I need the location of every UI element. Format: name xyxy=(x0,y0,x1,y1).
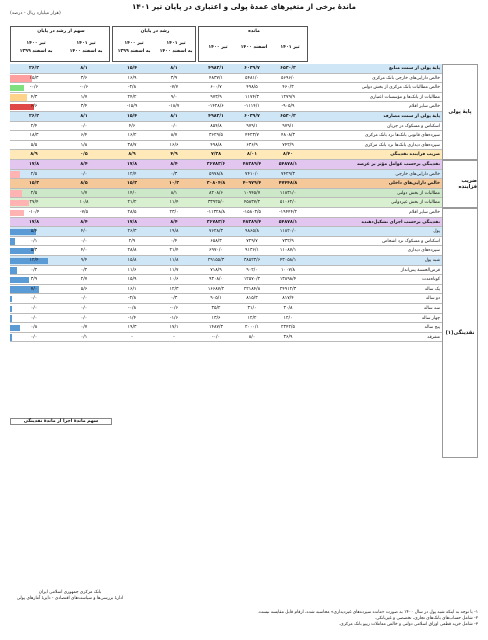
table-cell: ۰/۱ xyxy=(80,334,88,340)
share-title: سهم از رشد در پایان xyxy=(37,29,85,34)
share-col2: تیر ۱۴۰۰ xyxy=(26,41,46,46)
table-cell: ۱۵/۳ xyxy=(28,181,40,187)
table-cell: ۱۱/۴ xyxy=(169,200,179,206)
table-cell: ۲۳/۰ xyxy=(169,210,179,215)
table-cell: -۹۰۵/۹ xyxy=(281,104,295,110)
table-row xyxy=(10,285,478,295)
issuer-dept: ادارهٔ بررسی‌ها و سیاست‌های اقتصادی - دایرهٔ آمارهای پولی xyxy=(16,596,124,601)
table-cell: -۱/۶ xyxy=(169,315,179,321)
table-cell: ۱/۷ xyxy=(80,94,88,100)
stock-col-tir1401: تیر ۱۴۰۱ xyxy=(280,45,300,50)
table-row xyxy=(10,256,478,266)
table-cell: ۱۵/۴ xyxy=(126,66,138,71)
table-cell: ۵/۵ xyxy=(30,142,38,148)
table-cell: ۰/۰ xyxy=(80,315,88,321)
table-cell: ۲/۷ xyxy=(80,277,88,283)
table-cell: ۸/۱ xyxy=(80,114,88,119)
growth-col2b: به اسفند ۱۳۹۹ xyxy=(117,49,151,54)
table-cell: ۸/۴ xyxy=(170,162,178,167)
table-cell: ۲۱/۲ xyxy=(127,200,137,206)
table-cell: ۸۵۴/۸ xyxy=(210,123,222,129)
table-cell: ۱۰/۸ xyxy=(79,200,89,206)
table-cell: ۹۰۲/۰ xyxy=(246,267,258,273)
table-row xyxy=(10,323,478,333)
table-cell: ۹۸۶۵/۸ xyxy=(245,229,259,235)
table-cell: ۱/۷ xyxy=(80,190,88,196)
row-label: پول xyxy=(433,229,440,235)
table-cell: ۶۹۷۰/۰ xyxy=(209,248,223,254)
table-cell: ۱۲۵۷۰/۲ xyxy=(243,277,261,283)
table-cell: ۸/۵ xyxy=(80,181,88,187)
table-cell: ۲۰۰۰/۱ xyxy=(245,325,259,331)
table-cell: -۰/۸ xyxy=(127,306,137,311)
table-cell: ۵۴۸۷۸/۱ xyxy=(278,162,298,167)
table-cell: -۱۵/۹ xyxy=(126,104,138,110)
table-cell: ۳۳۹۲۵/۰ xyxy=(207,200,225,206)
table-cell: ۵/۴ xyxy=(30,229,38,235)
row-label: سپرده‌های دیداری بانک‌ها نزد بانک مرکزی xyxy=(364,142,440,148)
table-cell: ۸/۰۱ xyxy=(246,152,258,158)
table-cell: ۷/۳۸ xyxy=(210,152,222,158)
share-col1: تیر ۱۴۰۱ xyxy=(76,41,96,46)
table-cell: ۲۸/۸ xyxy=(127,248,137,254)
table-cell: ۵۴۸۱/۰ xyxy=(245,75,259,81)
table-cell: -۰/۶ xyxy=(29,85,39,91)
table-cell: ۴/۰ xyxy=(80,229,88,235)
table-row xyxy=(10,131,478,141)
table-cell: ۸/۹ xyxy=(128,152,136,158)
table-cell: ۴۵۸۳۷/۲ xyxy=(243,200,261,206)
table-cell: ۰/۱ xyxy=(30,238,38,244)
table-cell: ۳۸۵۲۳/۶ xyxy=(243,258,261,263)
share-header xyxy=(10,26,110,62)
table-cell: ۱۴/۰ xyxy=(127,190,137,196)
table-row xyxy=(10,237,478,247)
stock-title: مانده xyxy=(248,29,260,34)
table-cell: ۹۷۹/۱ xyxy=(246,123,258,129)
table-cell: ۳۶۷۸۳/۶ xyxy=(206,219,226,225)
table-cell: ۴۷۴۴۸/۸ xyxy=(278,181,298,187)
table-row xyxy=(10,83,478,93)
table-cell: ۱۱۸۲۰/۰ xyxy=(279,229,297,235)
table-cell: ۸/۴ xyxy=(170,219,178,225)
table-cell: ۱۱۷۴/۳ xyxy=(245,94,259,100)
table-cell: ۱۱۸۳۱/۰ xyxy=(279,190,297,196)
table-cell: ۲۴۹۱۲/۳ xyxy=(279,286,297,292)
row-label: خالص مطالبات بانک مرکزی از بخش دولتی xyxy=(361,85,440,91)
table-row xyxy=(10,150,478,160)
table-cell: ۱۱۰۸۷/۱ xyxy=(279,248,297,254)
table-cell: ۴۳۰۵۸/۱ xyxy=(279,258,297,263)
table-cell: ۱۶/۱ xyxy=(127,286,137,292)
table-cell: ۴۹۸۳/۱ xyxy=(208,66,224,71)
table-cell: ۳/۶ xyxy=(80,75,88,81)
row-label: یک ساله xyxy=(424,286,440,292)
table-cell: ۲۸/۵ xyxy=(127,210,137,215)
table-cell: ۰/۰ xyxy=(170,123,178,129)
table-cell: ۴/۶ xyxy=(128,123,136,129)
table-cell: -۱۱۳۲۸/۸ xyxy=(206,210,225,215)
row-label: ضریب فزاینده نقدینگی xyxy=(390,152,440,158)
table-cell: ۱۰۹۴۵/۷ xyxy=(243,190,261,196)
group-multiplier: ضریب فزاینده xyxy=(442,160,478,208)
table-cell: ۳/۹ xyxy=(170,75,178,81)
table-cell: -۷/۷ xyxy=(169,85,179,91)
table-cell: ۱۷/۸ xyxy=(126,219,138,225)
table-cell: ۰/۵ xyxy=(80,152,88,158)
row-label: متفرقه xyxy=(427,334,440,340)
table-cell: ۸/۹ xyxy=(30,152,38,158)
table-cell: ۰/۷ xyxy=(80,325,88,331)
table-cell: ۰/۰ xyxy=(80,171,88,177)
table-cell: ۳۸/۷ xyxy=(127,142,137,148)
table-row xyxy=(10,170,478,180)
table-cell: ۱۴۸۷/۳ xyxy=(209,325,223,331)
table-cell: ۱۷/۸ xyxy=(126,162,138,167)
table-cell: ۰/۲ xyxy=(30,267,38,273)
stock-col-tir1400: تیر ۱۴۰۰ xyxy=(208,45,228,50)
table-cell: ۱۵/۳ xyxy=(126,181,138,187)
table-row xyxy=(10,141,478,151)
row-label: سپرده‌های دیداری xyxy=(407,248,440,254)
table-cell: ۰/۰ xyxy=(80,238,88,244)
table-cell: ۷۶۲۸/۳ xyxy=(209,229,223,235)
table-cell: ۰/۸ xyxy=(30,325,38,331)
table-row xyxy=(10,314,478,324)
table-cell: ۱۲/۴ xyxy=(29,258,39,263)
growth-header xyxy=(112,26,196,62)
footnotes xyxy=(18,610,478,628)
row-label: خالص دارایی‌های خارجی بانک مرکزی xyxy=(372,75,440,81)
table-cell: ۱۳۸۹۸/۴ xyxy=(279,277,297,283)
table-cell: - xyxy=(131,334,133,340)
row-label: پایهٔ پولی از سمت منابع xyxy=(389,66,440,71)
table-cell: ۴۸۰۸/۳ xyxy=(281,133,295,139)
table-cell: ۵/۳ xyxy=(30,248,38,254)
table-cell: ۳۶/۹ xyxy=(283,334,293,340)
table-cell: ۸/۱ xyxy=(80,66,88,71)
table-cell: ۱۵/۳ xyxy=(29,75,39,81)
table-cell: -۲/۸ xyxy=(127,296,137,302)
table-cell: ۶/۴ xyxy=(80,133,88,139)
table-row xyxy=(10,275,478,285)
row-label: خالص سایر اقلام xyxy=(409,210,440,215)
table-cell: ۷۳۲/۹ xyxy=(282,238,294,244)
table-cell: ۸/۱ xyxy=(170,114,178,119)
table-cell: ۴۹۸/۸ xyxy=(210,142,222,148)
group-base-money: پایهٔ پولی xyxy=(442,64,478,160)
table-row xyxy=(10,160,478,170)
stock-col-esfand1400: اسفند ۱۴۰۰ xyxy=(240,45,268,50)
row-label: مطالبات از بخش غیردولتی xyxy=(390,200,440,206)
table-cell: ۱۲/۲ xyxy=(247,315,257,321)
table-cell: -۲/۸ xyxy=(127,85,137,91)
table-cell: ۴۸۳۸۹/۴ xyxy=(242,162,262,167)
table-cell: ۹/۴ xyxy=(80,258,88,263)
table-cell: ۷/۰ xyxy=(30,286,38,292)
table-cell: ۱۹/۸ xyxy=(169,229,179,235)
table-cell: -۱۸/۷ xyxy=(168,104,180,110)
report-title: ماندهٔ برخی از متغیرهای عمدهٔ پولی و اعتباری در پایان تیر ۱۴۰۱ xyxy=(132,2,356,11)
table-row xyxy=(10,304,478,314)
table-row xyxy=(10,64,478,74)
table-cell: ۲۶/۲ xyxy=(28,114,40,119)
row-label: پایهٔ پولی از سمت مصارف xyxy=(383,114,440,119)
table-row xyxy=(10,266,478,276)
table-cell: ۸/۴۰ xyxy=(282,152,294,158)
table-cell: ۳۰۸۰۴/۸ xyxy=(206,181,226,187)
table-cell: ۱۱/۸ xyxy=(169,258,179,263)
table-cell: ۲۶/۲ xyxy=(28,66,40,71)
table-cell: ۷۴۲۹/۳ xyxy=(281,171,295,177)
table-cell: ۵۶۹۶/۰ xyxy=(281,75,295,81)
table-cell: -۱۴۲۸/۶ xyxy=(208,104,224,110)
table-row xyxy=(10,74,478,84)
table-cell: ۰/۰ xyxy=(30,306,38,311)
table-cell: ۴۸۳۷/۱ xyxy=(209,75,223,81)
table-cell: ۱۵/۸ xyxy=(127,258,137,263)
table-cell: ۲۴/۲ xyxy=(127,94,137,100)
table-cell: ۱۲/۴ xyxy=(127,171,137,177)
table-cell: ۲۶/۳ xyxy=(127,229,137,235)
table-cell: ۱۶/۹ xyxy=(127,75,137,81)
table-cell: - xyxy=(173,334,175,340)
table-cell: -۱۵۸۰۳/۵ xyxy=(242,210,261,215)
table-cell: ۸/۴ xyxy=(80,162,88,167)
table-cell: ۱۷/۸ xyxy=(28,219,40,225)
growth-col2: تیر ۱۴۰۰ xyxy=(124,41,144,46)
table-cell: ۷۱۸/۹ xyxy=(210,267,222,273)
table-cell: ۷۴۱۰/۰ xyxy=(245,171,259,177)
row-label: اسکناس و مسکوک نزد اشخاص xyxy=(382,238,440,244)
table-cell: ۹۳۰۸/۰ xyxy=(209,277,223,283)
row-label: نقدینگی برحسب عوامل مؤثر بر عرضه xyxy=(357,162,440,167)
table-cell: ۳۱/۰ xyxy=(247,306,257,311)
table-cell: ۶۰۳۹/۷ xyxy=(244,114,260,119)
table-cell: ۴۹۸/۵ xyxy=(246,85,258,91)
table-cell: ۵۱۰۶۲/۰ xyxy=(279,200,297,206)
table-cell: ۰/۳ xyxy=(170,296,178,302)
table-cell: ۱۸/۳ xyxy=(29,133,39,139)
table-cell: ۰/۰ xyxy=(80,296,88,302)
row-label: خالص سایر اقلام xyxy=(409,104,440,110)
table-cell: ۵۴۸۷۸/۱ xyxy=(278,219,298,225)
table-row xyxy=(10,93,478,103)
table-cell: ۲۷/۴ xyxy=(29,200,39,206)
table-row xyxy=(10,294,478,304)
table-cell: ۳/۴ xyxy=(80,104,88,110)
table-cell: ۹۰۵/۱ xyxy=(210,296,222,302)
table-cell: ۲/۵ xyxy=(30,190,38,196)
table-cell: ۱۲/۳ xyxy=(169,286,179,292)
table-cell: ۱/۸ xyxy=(80,142,88,148)
table-row xyxy=(10,208,478,218)
table-cell: ۲۹۱۵۵/۳ xyxy=(207,258,225,263)
table-cell: ۱۹/۳ xyxy=(127,325,137,331)
growth-col1: تیر ۱۴۰۱ xyxy=(166,41,186,46)
issuer-block xyxy=(10,590,130,602)
row-label: اسکناس و مسکوک در جریان xyxy=(387,123,440,129)
table-cell: ۲/۵ xyxy=(30,171,38,177)
footnote: ۱- با توجه به اینکه شبه پول در سال ۱۴۰۰ به صورت «مانده سپرده‌های غیردیداری» محاسبه شده، ارقام قابل مقایسه نیست. xyxy=(257,610,478,615)
unit-note: (هزار میلیارد ریال - درصد) xyxy=(10,11,61,16)
table-cell: ۱۰/۳ xyxy=(168,181,180,187)
table-cell: ۷۴۲/۹ xyxy=(282,142,294,148)
row-label: خالص دارایی‌های خارجی xyxy=(395,171,440,177)
issuer-bank: بانک مرکزی جمهوری اسلامی ایران xyxy=(38,590,102,595)
table-cell: ۸۱۵/۳ xyxy=(246,296,258,302)
table-row xyxy=(10,227,478,237)
table-cell: ۴۶۰/۳ xyxy=(282,85,294,91)
table-cell: ۹/۰ xyxy=(170,94,178,100)
row-label: سپرده‌های قانونی بانک‌ها نزد بانک مرکزی xyxy=(365,133,440,139)
table-cell: ۵/۶ xyxy=(80,286,88,292)
table-cell: ۱۱/۷ xyxy=(169,267,179,273)
table-cell: ۳۵/۲ xyxy=(211,306,221,311)
footnote: ۲- شامل حساب‌های بانک‌های تجاری، تخصصی و غیربانکی. xyxy=(374,616,478,621)
table-cell: ۸/۱ xyxy=(170,190,178,196)
table-cell: ۲۳۴۲/۵ xyxy=(281,325,295,331)
table-cell: ۱۳/۶ xyxy=(211,315,221,321)
table-cell: ۹۷۳/۹ xyxy=(210,94,222,100)
table-cell: ۴/۹ xyxy=(170,152,178,158)
table-cell: ۴۸۳۸۹/۴ xyxy=(242,219,262,225)
table-cell: -۱۹۴۴۴/۲ xyxy=(278,210,297,215)
table-row xyxy=(10,122,478,132)
row-label: مطالبات از بانک‌ها و مؤسسات اعتباری xyxy=(369,94,440,100)
table-cell: ۱۰۰۷/۸ xyxy=(281,267,295,273)
row-label: دو ساله xyxy=(425,296,440,302)
group-liquidity: نقدینگی(۱) xyxy=(442,208,478,458)
table-cell: ۰/۳ xyxy=(170,171,178,177)
share-of-liquidity-header: سهم ماندهٔ اجزا از ماندهٔ نقدینگی xyxy=(10,418,112,425)
table-cell: -۰/۶ xyxy=(79,85,89,91)
table-cell: ۱۲/۰ xyxy=(283,315,293,321)
table-row xyxy=(10,333,478,343)
table-cell: ۴۰۹۷۹/۴ xyxy=(242,181,262,187)
row-label: پنج ساله xyxy=(424,325,440,331)
row-label: سه ساله xyxy=(423,306,440,311)
table-row xyxy=(10,112,478,122)
table-cell: ۴۹۸۳/۱ xyxy=(208,114,224,119)
growth-col1b: به اسفند ۱۴۰۰ xyxy=(159,49,193,54)
table-cell: ۲/۴ xyxy=(30,123,38,129)
table-cell: ۰/۴ xyxy=(170,238,178,244)
table-cell: ۱۶/۶ xyxy=(169,142,179,148)
row-label: کوتاه‌مدت xyxy=(421,277,440,283)
table-cell: ۹۱۳۶/۱ xyxy=(245,248,259,254)
table-row xyxy=(10,179,478,189)
table-cell: ۳۶۷۸۳/۶ xyxy=(206,162,226,167)
table-row xyxy=(10,189,478,199)
table-cell: ۱۵/۴ xyxy=(126,114,138,119)
table-cell: ۱۲۷۹/۹ xyxy=(281,94,295,100)
table-cell: ۱۱/۶ xyxy=(127,267,137,273)
table-cell: ۳۶۲۹/۵ xyxy=(209,133,223,139)
table-cell: -۷/۵ xyxy=(79,210,89,215)
table-cell: ۰/۰ xyxy=(80,306,88,311)
table-cell: ۱۰/۶ xyxy=(169,277,179,283)
table-cell: ۶۵۳۰/۳ xyxy=(280,66,296,71)
table-cell: ۱۷/۱ xyxy=(169,325,179,331)
row-label: شبه پول xyxy=(424,258,440,263)
table-cell: -۱/۴ xyxy=(127,315,137,321)
table-row xyxy=(10,198,478,208)
share-col2b: به اسفند ۱۳۹۹ xyxy=(19,49,53,54)
growth-title: رشد در پایان xyxy=(140,29,170,34)
table-cell: ۴/۳ xyxy=(30,94,38,100)
table-cell: -۱۰/۴ xyxy=(28,210,40,215)
table-cell: ۸/۴ xyxy=(80,219,88,225)
table-cell: ۸/۱ xyxy=(170,66,178,71)
table-cell: ۱۶۶۸۷/۲ xyxy=(207,286,225,292)
share-col1b: به اسفند ۱۴۰۰ xyxy=(69,49,103,54)
table-cell: ۸۲۰۸/۶ xyxy=(209,190,223,196)
table-cell: ۶۰۰/۷ xyxy=(210,85,222,91)
table-cell: ۱۵/۹ xyxy=(127,277,137,283)
table-cell: ۶۳۶/۹ xyxy=(246,142,258,148)
row-label: قرض‌الحسنهٔ پس‌انداز xyxy=(400,267,440,273)
table-cell: ۴/۰ xyxy=(80,248,88,254)
table-cell: -۰/۶ xyxy=(169,306,179,311)
table-cell: ۳/۹ xyxy=(30,277,38,283)
table-cell: ۸/۷ xyxy=(170,133,178,139)
row-label: مطالبات از بخش دولتی xyxy=(396,190,440,196)
table-cell: ۰/۲ xyxy=(80,267,88,273)
table-cell: ۷۲۹/۷ xyxy=(246,238,258,244)
table-cell: ۰/۰ xyxy=(30,315,38,321)
table-cell: ۴۴۲۳/۷ xyxy=(245,133,259,139)
table-cell: ۶/۶ xyxy=(30,104,38,110)
table-row xyxy=(10,218,478,228)
table-cell: -۰/۰ xyxy=(211,334,221,340)
row-label: نقدینگی برحسب اجزای تشکیل‌دهنده xyxy=(361,219,440,225)
table-cell: ۱۷/۸ xyxy=(28,162,40,167)
table-cell: ۳۰/۸ xyxy=(283,306,293,311)
table-cell: ۵۹۷۸/۸ xyxy=(209,171,223,177)
table-cell: ۱۶/۲ xyxy=(127,133,137,139)
table-cell: ۸/۰ xyxy=(248,334,256,340)
table-cell: ۹۷۹/۱ xyxy=(282,123,294,129)
table-cell: ۶۵۳۰/۳ xyxy=(280,114,296,119)
table-cell: ۰/۰ xyxy=(30,334,38,340)
table-cell: ۲۱/۴ xyxy=(169,248,179,254)
stock-header xyxy=(198,26,308,62)
row-label: چهار ساله xyxy=(421,315,440,321)
table-row xyxy=(10,246,478,256)
table-cell: ۶۵۸/۳ xyxy=(210,238,222,244)
table-row xyxy=(10,102,478,112)
row-label: خالص دارایی‌های داخلی xyxy=(388,181,440,187)
table-cell: ۰/۰ xyxy=(80,123,88,129)
table-cell: ۲۲۱۸۴/۸ xyxy=(243,286,261,292)
table-cell: ۸۱۷/۴ xyxy=(282,296,294,302)
table-cell: ۲/۹ xyxy=(128,238,136,244)
table-cell: ۶۰۳۹/۷ xyxy=(244,66,260,71)
table-cell: -۱۱۱۴/۱ xyxy=(244,104,260,110)
footnote: ۳- شامل خرید قطعی اوراق اسلامی دولتی و خالص معاملات ریپو بانک مرکزی. xyxy=(338,622,478,627)
table-cell: ۰/۰ xyxy=(30,296,38,302)
